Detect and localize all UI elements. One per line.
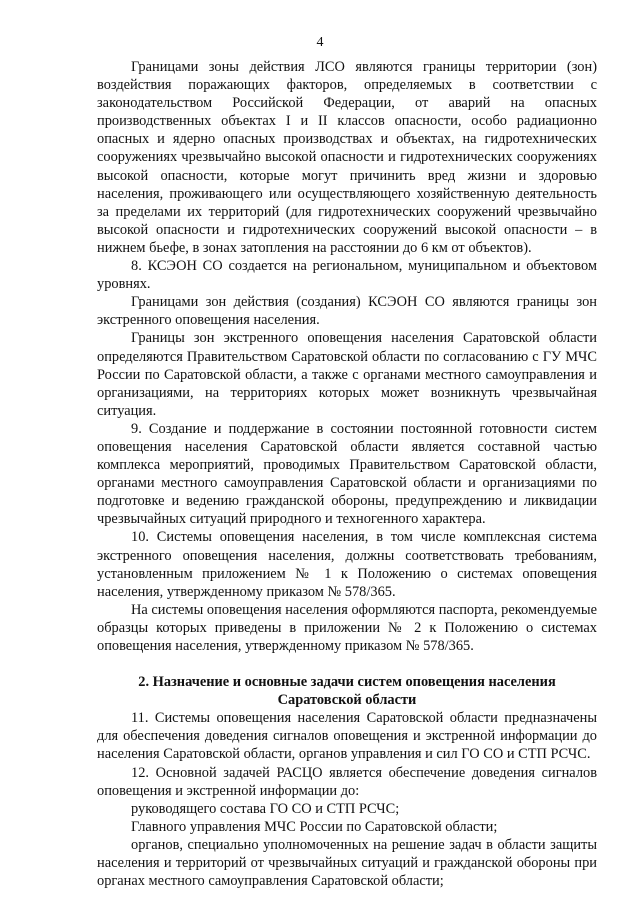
paragraph-passports: На системы оповещения населения оформляются паспорта, рекомендуемые образцы которых приведены в приложении № 2 к Положению о системах оповещения населения, утвержденному приказом № 578/365.	[97, 601, 597, 654]
section-spacer	[97, 655, 597, 673]
paragraph-item-10: 10. Системы оповещения населения, в том числе комплексная система экстренного оповещения населения, должны соответствовать требованиям, установленным приложением № 1 к Положению о системах оповещения населения, утвержденному приказом № 578/365.	[97, 529, 597, 600]
section-heading-line-1: 2. Назначение и основные задачи систем оповещения населения	[138, 674, 556, 691]
paragraph-emergency-zone-boundaries: Границы зон экстренного оповещения населения Саратовской области определяются Правительством Саратовской области по согласованию с ГУ МЧС России по Саратовской области, а также с органами местного самоуправления и организациями, на территориях которых может возникнуть чрезвычайная ситуация.	[97, 330, 597, 419]
paragraph-item-9: 9. Создание и поддержание в состоянии постоянной готовности систем оповещения населения Саратовской области является составной частью комплекса мероприятий, проводимых Правительством Саратовской области, органами местного самоуправления Саратовской области и организациями по подготовке и ведению гражданской обороны, предупреждению и ликвидации чрезвычайных ситуаций природного и техногенного характера.	[97, 420, 597, 528]
paragraph-kseon-zone-boundaries: Границами зон действия (создания) КСЭОН СО являются границы зон экстренного оповещения населения.	[97, 294, 597, 329]
list-item-main-directorate: Главного управления МЧС России по Саратовской области;	[131, 818, 498, 835]
list-item-leadership: руководящего состава ГО СО и СТП РСЧС;	[131, 800, 400, 817]
paragraph-item-8: 8. КСЭОН СО создается на региональном, муниципальном и объектовом уровнях.	[97, 258, 597, 293]
paragraph-item-11: 11. Системы оповещения населения Саратовской области предназначены для обеспечения доведения сигналов оповещения и экстренной информации до населения Саратовской области, органов управления и сил ГО СО и СТП РСЧС.	[97, 710, 597, 763]
section-heading-line-2: Саратовской области	[277, 692, 417, 709]
paragraph-lso-zone-boundaries: Границами зоны действия ЛСО являются границы территории (зон) воздействия поражающих факторов, определяемых в соответствии с законодательством Российской Федерации, от аварий на опасных производственных объектах I и II классов опасности, особо радиационно опасных и ядерно опасных производствах и объектах, на гидротехнических сооружениях чрезвычайно высокой опасности и гидротехнических сооружениях высокой опасности, которые могут причинить вред жизни и здоровью населения, проживающего или осуществляющего хозяйственную деятельность за пределами их территорий (для гидротехнических сооружений чрезвычайно высокой опасности и гидротехнических сооружений высокой опасности – в нижнем бьефе, в зонах затопления на расстоянии до 6 км от объектов).	[97, 59, 597, 256]
page-number: 4	[316, 35, 324, 50]
document-body	[97, 58, 597, 890]
paragraph-item-12: 12. Основной задачей РАСЦО является обеспечение доведения сигналов оповещения и экстренной информации до:	[97, 764, 597, 799]
list-item-authorized-bodies: органов, специально уполномоченных на решение задач в области защиты населения и территорий от чрезвычайных ситуаций и гражданской обороны при органах местного самоуправления Саратовской области;	[97, 836, 597, 890]
